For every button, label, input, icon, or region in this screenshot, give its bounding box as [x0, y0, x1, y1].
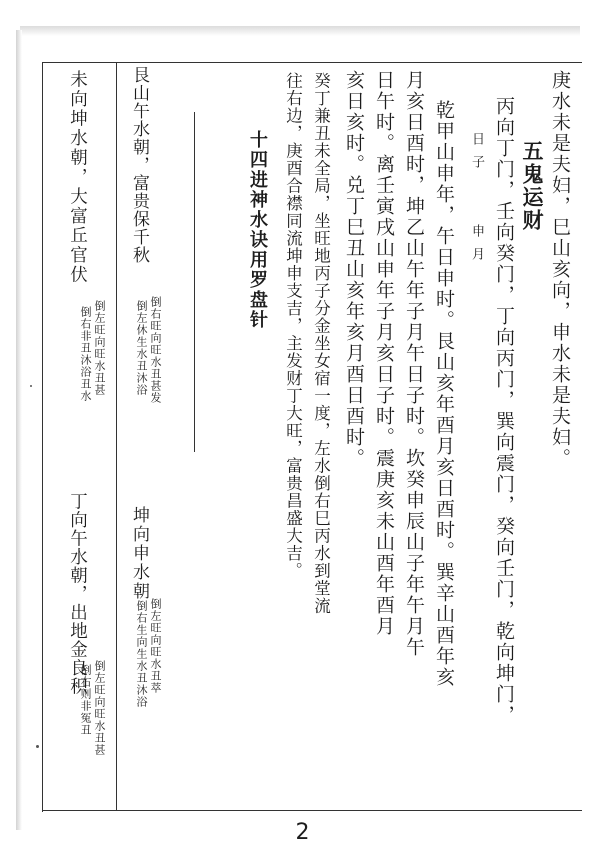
- side-entry-1-note-b2: 倒右生向生水丑沐浴: [135, 600, 148, 708]
- page-number: 2: [295, 820, 310, 845]
- text-column-5: 乾甲山申年，午日申时。艮山亥年酉月亥日酉时。巽辛山酉年亥: [433, 100, 455, 688]
- side-entry-2-note-a1: 倒左旺向旺水丑甚: [93, 300, 106, 396]
- text-column-6: 月亥日酉时，坤乙山午年子月午日子时。坎癸申辰山子年午月午: [403, 70, 425, 658]
- side-entry-1-note-a1: 倒右旺向旺水丑甚发: [149, 296, 162, 404]
- side-entry-2-main-a: 未向坤水朝，大富丘官伏: [67, 70, 88, 285]
- text-column-9: 癸丁兼丑未全局，坐旺地丙子分金坐女宿一度，左水倒右巳丙水到堂流: [311, 72, 331, 615]
- section-heading-wugui: 五鬼运财: [520, 140, 545, 232]
- frame-inner-divider-rule: [194, 112, 195, 452]
- frame-left-rule: [42, 62, 43, 812]
- text-column-1: 庚水未是夫妇，巳山亥向，申水未是夫妇。: [549, 70, 571, 469]
- side-entry-1-note-a2: 倒左休生水丑沐浴: [135, 300, 148, 396]
- scan-edge-left: [16, 30, 22, 830]
- frame-divider-rule: [116, 62, 117, 810]
- text-column-3: 丙向丁门，壬向癸门，丁向丙门，巽向震门，癸向壬门，乾向坤门，: [493, 96, 515, 726]
- frame-bottom-rule: [42, 810, 582, 811]
- side-entry-1-main-a: 艮山午水朝，富贵保千秋: [129, 66, 149, 264]
- side-entry-2-note-b2: 倒右则非冤丑: [79, 664, 92, 736]
- section-heading-jinshen: 十四进神水诀用罗盘针: [247, 130, 268, 330]
- side-entry-2-main-b: 丁向午水朝，出地金良积: [67, 492, 88, 696]
- text-column-10: 往右边，庚酉合襟同流坤申支吉，主发财丁大旺，富贵昌盛大吉。: [283, 72, 303, 580]
- side-entry-2-note-b1: 倒左旺向旺水丑甚: [93, 660, 106, 756]
- ink-smudge: [30, 385, 32, 387]
- side-entry-1-note-b1: 倒左旺向旺水丑萃: [149, 598, 162, 694]
- side-entry-1-main-b: 坤向申水朝: [129, 506, 149, 601]
- side-entry-2-note-a2: 倒右非丑沐浴丑水: [79, 306, 92, 402]
- text-column-7: 日午时。离壬寅戌山申年子月亥日子时。震庚亥未山酉年酉月: [373, 70, 395, 637]
- text-column-4: 日子 申月: [469, 132, 484, 270]
- scan-edge-top: [20, 26, 580, 36]
- ink-smudge: [36, 745, 39, 748]
- text-column-8: 亥日亥时。兑丁巳丑山亥年亥月酉日酉时。: [343, 70, 365, 469]
- frame-top-rule: [42, 62, 582, 63]
